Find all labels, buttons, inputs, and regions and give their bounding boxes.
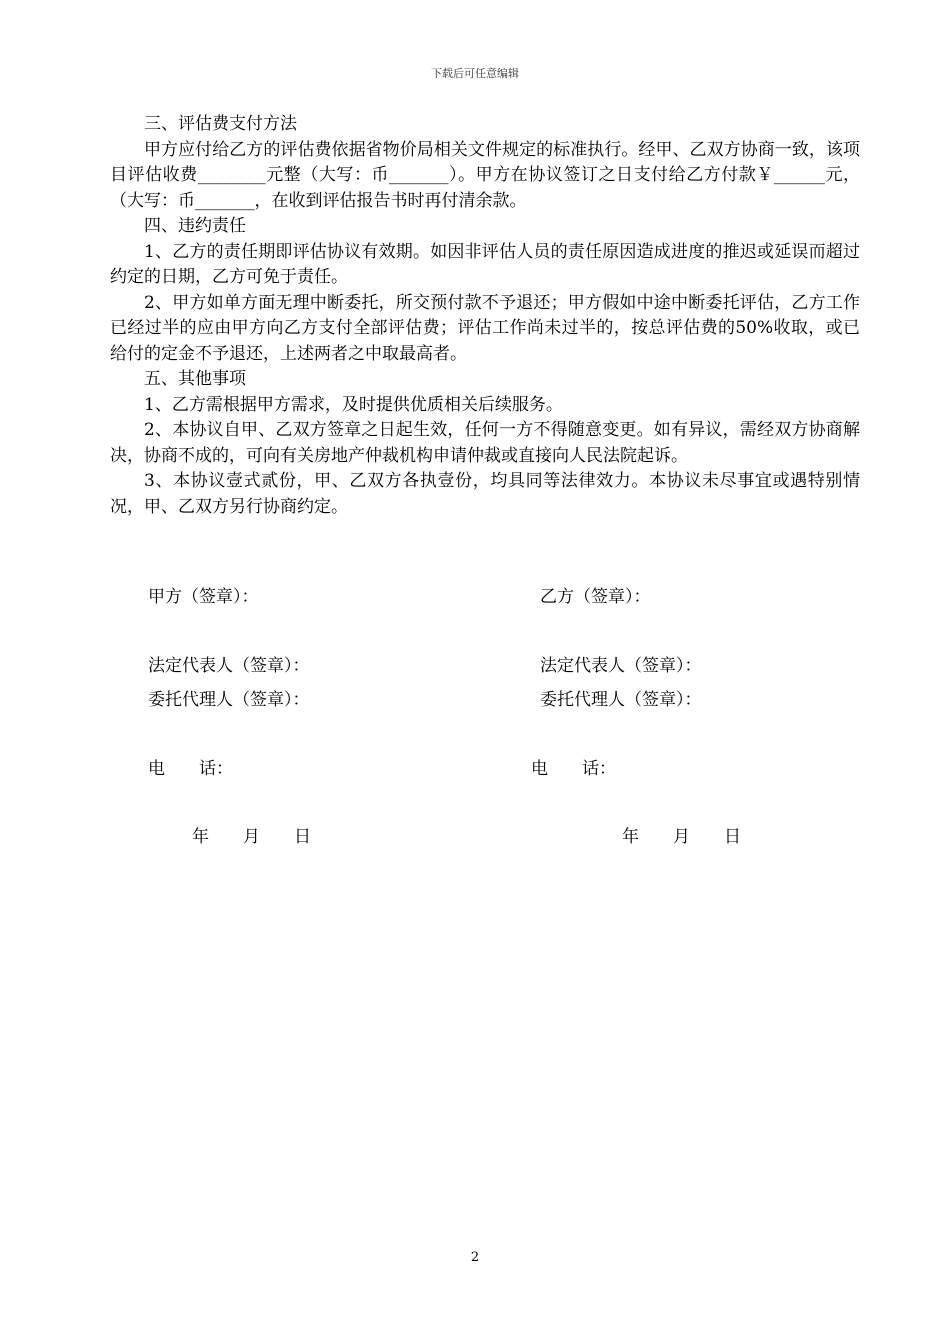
section-4-item-2: 2、甲方如单方面无理中断委托，所交预付款不予退还；甲方假如中途中断委托评估，乙方工作已经过半的应由甲方向乙方支付全部评估费；评估工作尚未过半的，按总评估费的50%收取，或已给付的定金不予退还，上述两者之中取最高者。 <box>110 292 860 364</box>
section-4-item-1: 1、乙方的责任期即评估协议有效期。如因非评估人员的责任原因造成进度的推迟或延误而超过约定的日期，乙方可免于责任。 <box>110 241 860 287</box>
party-b-agent-label: 委托代理人（签章）： <box>540 690 702 710</box>
section-4-heading: 四、违约责任 <box>144 216 246 236</box>
party-a-phone-label: 电 话： <box>148 759 233 779</box>
party-a-date-label: 年 月 日 <box>192 827 311 847</box>
party-a-agent-label: 委托代理人（签章）： <box>148 690 310 710</box>
section-5-item-3: 3、本协议壹式贰份，甲、乙双方各执壹份，均具同等法律效力。本协议未尽事宜或遇特别情况，甲、乙双方另行协商约定。 <box>110 471 860 517</box>
party-b-phone-label: 电 话： <box>531 759 616 779</box>
section-3-heading: 三、评估费支付方法 <box>144 114 297 134</box>
party-b-legal-rep-label: 法定代表人（签章）： <box>540 656 702 676</box>
page-number: 2 <box>470 1250 480 1265</box>
section-5-heading: 五、其他事项 <box>144 369 246 389</box>
page-header: 下载后可任意编辑 <box>431 67 519 80</box>
party-b-date-label: 年 月 日 <box>622 827 741 847</box>
party-a-legal-rep-label: 法定代表人（签章）： <box>148 656 310 676</box>
section-5-item-1: 1、乙方需根据甲方需求，及时提供优质相关后续服务。 <box>144 394 563 415</box>
section-5-item-2: 2、本协议自甲、乙双方签章之日起生效，任何一方不得随意变更。如有异议，需经双方协商解决，协商不成的，可向有关房地产仲裁机构申请仲裁或直接向人民法院起诉。 <box>110 420 860 466</box>
section-3-paragraph: 甲方应付给乙方的评估费依据省物价局相关文件规定的标准执行。经甲、乙双方协商一致，该项目评估收费________元整（大写：币_______）。甲方在协议签订之日支付给乙方付款￥______元，（大写：币_______，在收到评估报告书时再付清余款。 <box>110 139 860 211</box>
party-b-seal-label: 乙方（签章）： <box>540 587 651 607</box>
contract-body <box>110 112 860 520</box>
party-a-seal-label: 甲方（签章）： <box>148 587 259 607</box>
